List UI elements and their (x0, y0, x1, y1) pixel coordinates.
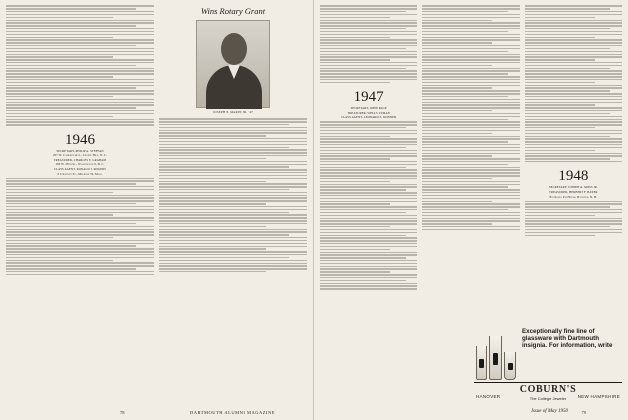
year-heading-1948: 1948 (558, 168, 589, 185)
right-footer (314, 408, 628, 417)
portrait-photo (196, 20, 270, 108)
ad-location-left: HANOVER (476, 394, 501, 399)
secretary-line: SECRETARY, PHILIP A. STEFFAN (56, 148, 104, 153)
ad-store-block (474, 382, 622, 404)
issue-label: Issue of May 1950 (531, 409, 568, 414)
magazine-title: DARTMOUTH ALUMNI MAGAZINE (190, 410, 275, 415)
address-line-1948: Phi Kappa Psi House, Hanover, N. H. (549, 194, 598, 199)
ad-store-name: COBURN'S (519, 384, 577, 395)
secretary-line-1948: SECRETARY, JOSEPH A. MOSS JR. (548, 185, 598, 190)
page-number-left: 78 (120, 410, 125, 415)
ad-tagline: The College Jeweler (529, 396, 567, 401)
class-agent-line-1947: CLASS AGENT, LEONARD S. DONNER (341, 115, 397, 120)
year-heading-1946: 1946 (65, 131, 95, 148)
secretary-address: 207 W. Cameron Ave., Chapel Hill, N. C. (53, 153, 107, 158)
ad-location-right: NEW HAMPSHIRE (577, 394, 620, 399)
left-column-1 (6, 4, 154, 406)
left-footer (0, 408, 313, 417)
page-number-right: 79 (581, 410, 586, 415)
photo-caption: JOSEPH P. MARIN JR. '47 (212, 110, 254, 114)
right-page (314, 0, 628, 420)
class-agent-address: 6 Chestnut St., Melrose 76, Mass. (57, 171, 103, 176)
left-column-2 (159, 4, 307, 406)
treasurer-line: TREASURER, CHARLES T. GRAHAM (53, 157, 107, 162)
right-column-1 (320, 4, 417, 406)
year-heading-1947: 1947 (353, 89, 384, 106)
secretary-line-1947: SECRETARY, JOHN PAGE (350, 106, 387, 111)
article-heading: Wins Rotary Grant (200, 6, 266, 16)
treasurer-line-1948: TREASURER, HERBERT F. BAYER (548, 189, 598, 194)
coburns-advertisement (474, 322, 622, 404)
treasurer-address: 180 W. 58th St., Washington 9, D. C. (55, 162, 105, 167)
ad-headline: Exceptionally fine line of glassware with Dartmouth insignia. For information, write (522, 328, 613, 350)
treasurer-line-1947: TREASURER, WELLS LYMAN (347, 110, 390, 115)
glassware-illustration (474, 322, 518, 380)
class-agent-line: CLASS AGENT, RONALD J. ROGERS (53, 166, 107, 171)
